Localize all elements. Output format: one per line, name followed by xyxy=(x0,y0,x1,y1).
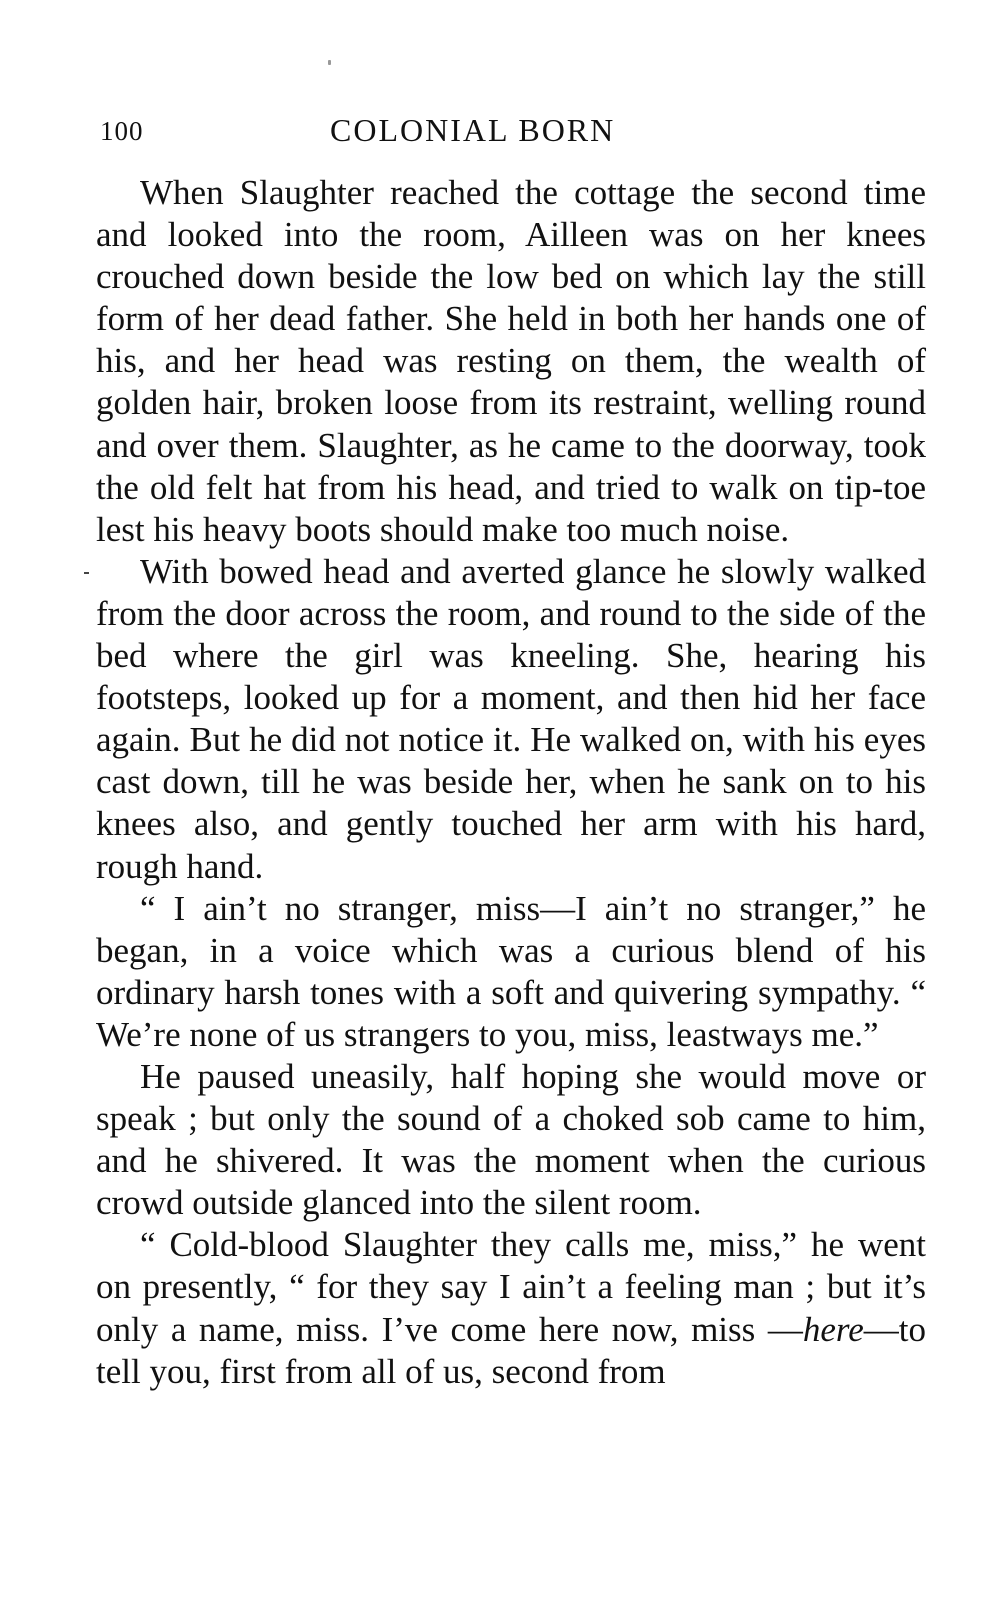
stray-ink-mark xyxy=(328,60,331,65)
paragraph-1: When Slaughter reached the cottage the second time and looked into the room, Ailleen was on her knees crouched down beside the low bed on which lay the still form of her dead father. She held in both her hands one of his, and her head was resting on them, the wealth of golden hair, broken loose from its restraint, welling round and over them. Slaughter, as he came to the doorway, took the old felt hat from his head, and tried to walk on tip-toe lest his heavy boots should make too much noise. xyxy=(96,173,926,549)
paragraph-5 xyxy=(96,1224,926,1392)
paragraph-5-ending: —to tell you, first from all of us, second from xyxy=(96,1309,926,1391)
paragraph-3: “ I ain’t no stranger, miss—I ain’t no stranger,” he began, in a voice which was a curious blend of his ordinary harsh tones with a soft and quivering sympathy. “ We’re none of us strangers to you, miss, leastways me.” xyxy=(96,888,926,1054)
emphasis-here: here xyxy=(802,1309,864,1349)
paragraph-5-text: “ Cold-blood Slaughter they calls me, miss,” he went on presently, “ for they say I ain’t a feeling man ; but it’s only a name, miss. I’ve come here now, miss xyxy=(96,1225,926,1349)
paragraph-4: He paused uneasily, half hoping she would move or speak ; but only the sound of a choked sob came to him, and he shivered. It was the moment when the curious crowd outside glanced into the silent room. xyxy=(96,1056,926,1223)
book-title: COLONIAL BORN xyxy=(330,112,616,148)
page-number: 100 xyxy=(100,116,144,146)
paragraph-5-dash: — xyxy=(767,1309,803,1349)
body-text xyxy=(96,172,926,1393)
paragraph-2: With bowed head and averted glance he slowly walked from the door across the room, and round to the side of the bed where the girl was kneeling. She, hearing his footsteps, looked up for a moment, and then hid her face again. But he did not notice it. He walked on, with his eyes cast down, till he was beside her, when he sank on to his knees also, and gently touched her arm with his hard, rough hand. xyxy=(96,551,926,886)
running-head xyxy=(100,112,930,156)
margin-ink-mark xyxy=(84,572,89,574)
